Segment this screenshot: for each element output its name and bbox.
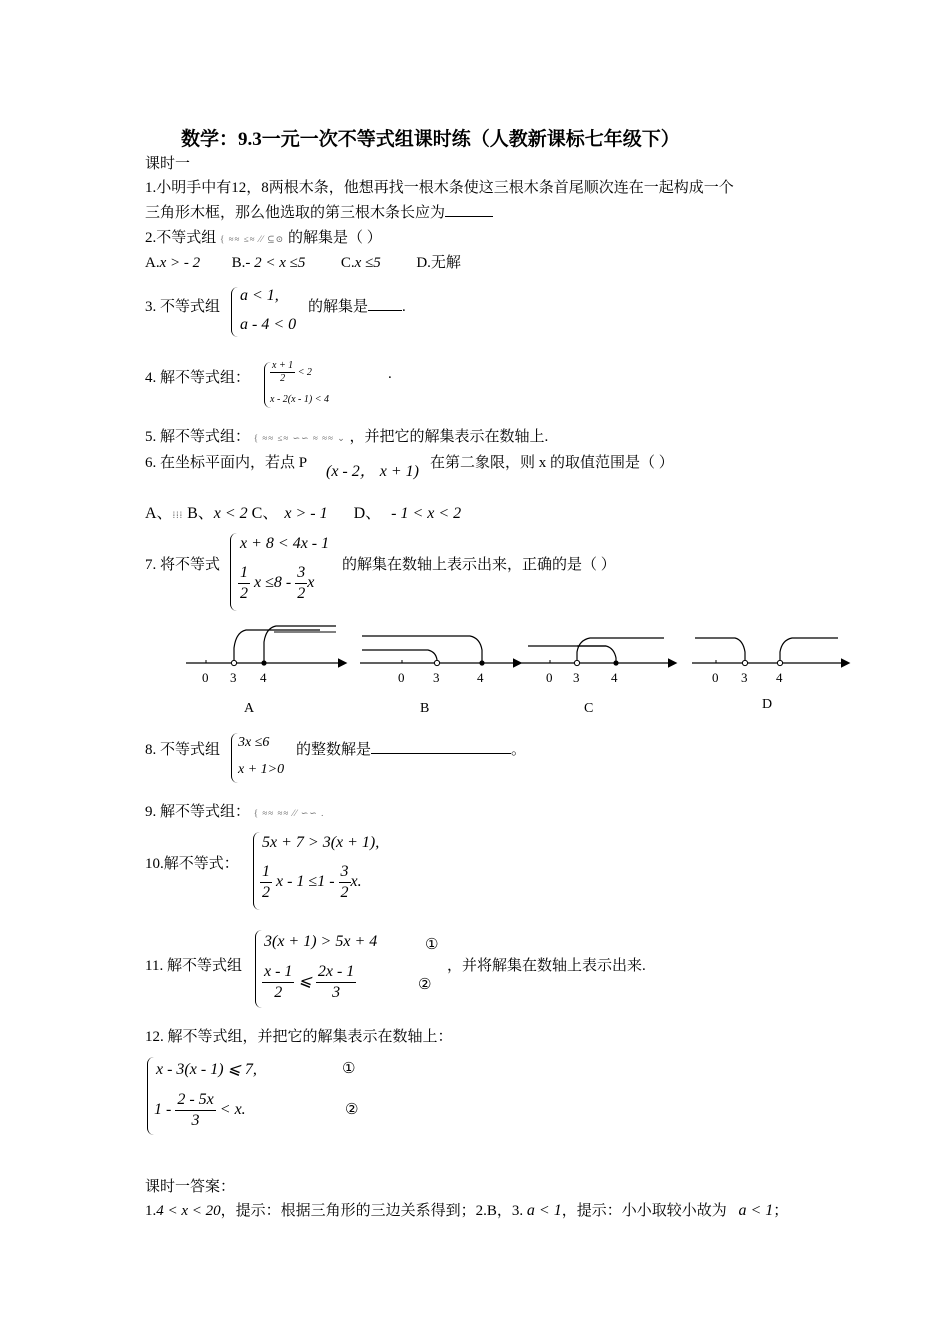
q7-number-lines [180,620,860,720]
q12-brace [147,1057,154,1135]
q12-line2: 1 - $\frac{2 - 5x}{3}$ < x. [154,1091,246,1129]
svg-text:0: 0 [712,670,719,685]
q2-stem: 2.不等式组 { ≈≈ ≤≈ ⁄⁄ ⊆⊙ 的解集是（ ） [145,230,382,246]
q10-prefix: 10.解不等式： [145,856,239,872]
q4-prefix: 4. 解不等式组： [145,370,251,386]
svg-text:4: 4 [776,670,783,685]
svg-text:3: 3 [433,670,440,685]
svg-text:0: 0 [398,670,405,685]
svg-text:B: B [420,701,430,716]
q1-line1: 1.小明手中有12，8两根木条，他想再找一根木条使这三根木条首尾顺次连在一起构成一个 [145,180,734,196]
number-line-c [520,638,675,716]
corrupted-formula-image: ⁞⁞⁞ [172,510,184,520]
q11-mark2: ② [418,975,432,993]
number-line-b [360,636,520,716]
lesson-heading: 课时一 [145,156,191,172]
q11-mark1: ① [425,935,439,953]
q12-line1: x - 3(x - 1) ⩽ 7, [156,1061,257,1078]
svg-text:4: 4 [611,670,618,685]
q10-brace [253,832,260,910]
svg-text:D: D [762,697,773,712]
q12-mark1: ① [342,1059,356,1077]
q3-prefix: 3. 不等式组 [145,299,221,315]
q6-options: A、⁞⁞⁞ B、x < 2 C、 x > - 1 D、 - 1 < x < 2 [145,505,462,522]
answer-blank [445,216,493,217]
svg-text:4: 4 [477,670,484,685]
q7-line2: $\frac{1}{2}$ x ≤8 - $\frac{3}{2}$ x [240,564,315,602]
q4-line2: x - 2(x - 1) < 4 [270,394,329,405]
q7-prefix: 7. 将不等式 [145,557,221,573]
q1-line2: 三角形木框，那么他选取的第三根木条长应为 [145,201,493,222]
q4-dot: . [388,366,392,382]
answers-line1: 1.4 < x < 20，提示：根据三角形的三边关系得到；2.B，3. a < 1，提示：小小取较小故为 a < 1； [145,1202,789,1219]
q9-stem: 9. 解不等式组： { ≈≈ ≈≈ ⁄⁄ ∽∽ . [145,804,325,820]
q3-line1: a < 1, [240,287,279,304]
corrupted-formula-image: { ≈≈ ≤≈ ∽∽ ≈ ≈≈ ⌄ [253,433,346,443]
q11-line1: 3(x + 1) > 5x + 4 [264,933,378,950]
q3-brace [231,287,238,337]
svg-text:3: 3 [741,670,748,685]
q11-suffix: ，并将解集在数轴上表示出来. [447,958,646,974]
tick-0: 0 [202,670,209,685]
q11-line2: $\frac{x - 1}{2}$ ⩽ $\frac{2x - 1}{3}$ [264,963,355,1001]
corrupted-formula-image: { ≈≈ ≈≈ ⁄⁄ ∽∽ . [253,808,325,818]
q7-brace [230,533,237,611]
q6-point: (x - 2， x + 1) [326,463,419,480]
q7-line1: x + 8 < 4x - 1 [240,535,330,552]
q11-prefix: 11. 解不等式组 [145,958,242,974]
q10-line2: $\frac{1}{2}$ x - 1 ≤1 - $\frac{3}{2}$ x. [262,863,362,901]
q12-title: 12. 解不等式组，并把它的解集表示在数轴上： [145,1029,453,1045]
q8-suffix: 的整数解是 。 [296,742,527,758]
number-line-a [186,626,345,716]
corrupted-formula-image: { ≈≈ ≤≈ ⁄⁄ ⊆⊙ [220,234,285,244]
q8-prefix: 8. 不等式组 [145,742,221,758]
q8-line2: x + 1>0 [238,762,285,777]
svg-text:C: C [584,701,594,716]
q3-suffix: 的解集是 . [308,299,406,315]
option-label: A [244,701,255,716]
q8-line1: 3x ≤6 [238,735,270,750]
q10-line1: 5x + 7 > 3(x + 1), [262,834,380,851]
answers-heading: 课时一答案： [145,1179,236,1195]
tick-3: 3 [230,670,237,685]
svg-text:0: 0 [546,670,553,685]
q6-prefix: 6. 在坐标平面内，若点 P [145,455,308,471]
q12-mark2: ② [345,1100,359,1118]
q3-line2: a - 4 < 0 [240,316,297,333]
q6-suffix: 在第二象限，则 x 的取值范围是（ ） [430,455,674,471]
q8-brace [231,733,238,783]
q5-stem: 5. 解不等式组： { ≈≈ ≤≈ ∽∽ ≈ ≈≈ ⌄ ，并把它的解集表示在数轴上. [145,429,549,445]
page-title: 数学：9.3一元一次不等式组课时练（人教新课标七年级下） [181,129,680,150]
q4-line1: $\frac{x + 1}{2}$ < 2 [272,360,312,384]
svg-text:3: 3 [573,670,580,685]
tick-4: 4 [260,670,267,685]
number-line-d [692,638,848,712]
q2-options: A.x > - 2 B.- 2 < x ≤5 C.x ≤5 D.无解 [145,255,461,271]
q11-brace [255,930,262,1008]
q7-suffix: 的解集在数轴上表示出来，正确的是（ ） [342,557,616,573]
